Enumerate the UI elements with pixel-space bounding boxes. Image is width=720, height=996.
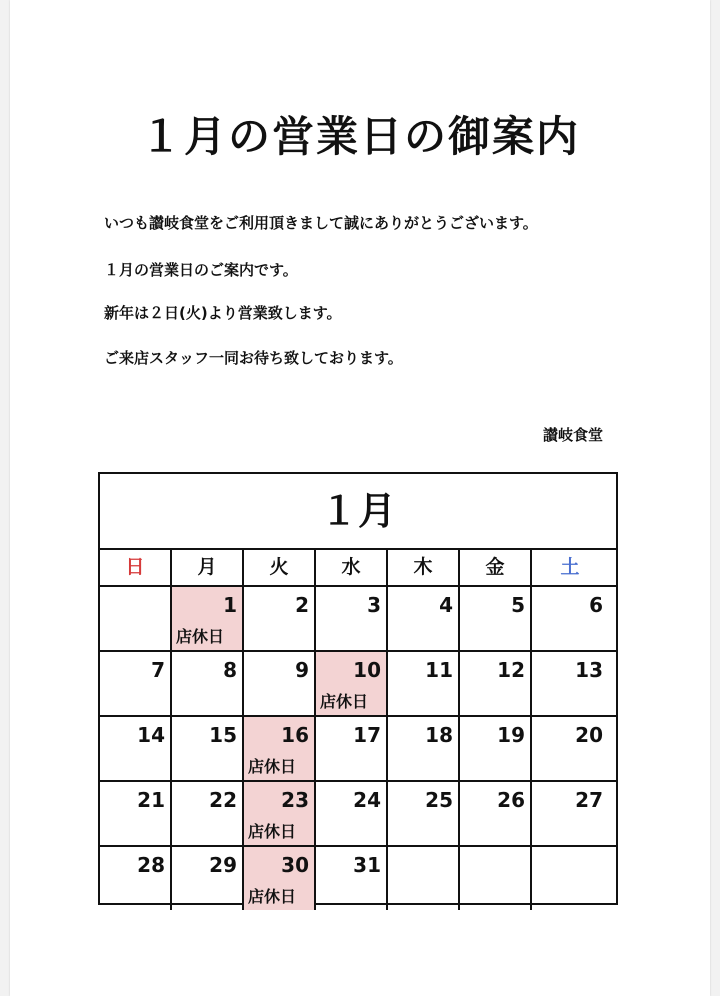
calendar-day-cell	[460, 717, 532, 780]
calendar-day-cell	[316, 717, 388, 780]
calendar-day-cell	[388, 652, 460, 715]
calendar-day-cell	[244, 847, 316, 910]
calendar-day-cell	[388, 587, 460, 650]
calendar-day-cell	[172, 587, 244, 650]
calendar-day-cell	[532, 587, 608, 650]
calendar-day-cell	[532, 782, 608, 845]
calendar-day-cell	[316, 587, 388, 650]
day-number: 2	[295, 593, 309, 617]
calendar-empty-cell	[100, 587, 172, 650]
closed-day-label: 店休日	[248, 887, 297, 906]
day-number: 5	[511, 593, 525, 617]
day-number: 12	[497, 658, 525, 682]
calendar-day-cell	[100, 847, 172, 910]
calendar-day-cell	[172, 847, 244, 910]
day-number: 10	[353, 658, 381, 682]
day-number: 7	[151, 658, 165, 682]
day-number: 19	[497, 723, 525, 747]
calendar-day-cell	[460, 782, 532, 845]
weekday-header: 月	[172, 550, 244, 585]
notice-line-new-year: 新年は２日(火)より営業致します。	[104, 304, 342, 322]
calendar-day-cell	[172, 652, 244, 715]
calendar-day-cell	[532, 717, 608, 780]
closed-day-label: 店休日	[176, 627, 225, 646]
day-number: 25	[425, 788, 453, 812]
day-number: 21	[137, 788, 165, 812]
notice-line-intro: １月の営業日のご案内です。	[104, 261, 298, 279]
calendar-weeks	[100, 587, 616, 910]
day-number: 9	[295, 658, 309, 682]
day-number: 24	[353, 788, 381, 812]
calendar-day-cell	[388, 717, 460, 780]
calendar-day-cell	[388, 782, 460, 845]
day-number: 22	[209, 788, 237, 812]
weekday-header-row	[100, 550, 616, 587]
calendar-month-title: １月	[100, 474, 616, 550]
calendar-day-cell	[100, 652, 172, 715]
notice-line-staff: ご来店スタッフ一同お待ち致しております。	[104, 349, 403, 367]
calendar-week-row	[100, 587, 616, 652]
calendar-day-cell	[172, 717, 244, 780]
notice-line-thanks: いつも讃岐食堂をご利用頂きまして誠にありがとうございます。	[104, 214, 538, 232]
calendar-day-cell	[316, 847, 388, 910]
day-number: 17	[353, 723, 381, 747]
calendar-day-cell	[316, 782, 388, 845]
day-number: 4	[439, 593, 453, 617]
day-number: 31	[353, 853, 381, 877]
day-number: 14	[137, 723, 165, 747]
day-number: 13	[575, 658, 603, 682]
calendar-day-cell	[244, 587, 316, 650]
weekday-header: 水	[316, 550, 388, 585]
calendar-day-cell	[244, 652, 316, 715]
day-number: 3	[367, 593, 381, 617]
weekday-header: 金	[460, 550, 532, 585]
weekday-header: 木	[388, 550, 460, 585]
page-title: １月の営業日の御案内	[139, 112, 580, 161]
business-calendar	[98, 472, 618, 905]
calendar-day-cell	[100, 782, 172, 845]
day-number: 11	[425, 658, 453, 682]
day-number: 8	[223, 658, 237, 682]
day-number: 27	[575, 788, 603, 812]
day-number: 18	[425, 723, 453, 747]
calendar-empty-cell	[460, 847, 532, 910]
calendar-grid	[100, 550, 616, 910]
calendar-day-cell	[316, 652, 388, 715]
calendar-day-cell	[460, 587, 532, 650]
calendar-week-row	[100, 652, 616, 717]
calendar-week-row	[100, 847, 616, 910]
calendar-week-row	[100, 782, 616, 847]
day-number: 6	[589, 593, 603, 617]
calendar-empty-cell	[388, 847, 460, 910]
document-page	[10, 0, 710, 996]
day-number: 26	[497, 788, 525, 812]
closed-day-label: 店休日	[248, 822, 297, 841]
calendar-week-row	[100, 717, 616, 782]
calendar-day-cell	[244, 782, 316, 845]
weekday-header: 土	[560, 556, 580, 578]
day-number: 29	[209, 853, 237, 877]
weekday-header: 火	[244, 550, 316, 585]
day-number: 20	[575, 723, 603, 747]
signature: 讃岐食堂	[543, 426, 604, 444]
calendar-day-cell	[532, 652, 608, 715]
closed-day-label: 店休日	[248, 757, 297, 776]
closed-day-label: 店休日	[320, 692, 369, 711]
day-number: 16	[281, 723, 309, 747]
day-number: 30	[281, 853, 309, 877]
weekday-header: 日	[100, 550, 172, 585]
day-number: 1	[223, 593, 237, 617]
day-number: 23	[281, 788, 309, 812]
calendar-day-cell	[172, 782, 244, 845]
day-number: 15	[209, 723, 237, 747]
calendar-day-cell	[100, 717, 172, 780]
calendar-day-cell	[244, 717, 316, 780]
day-number: 28	[137, 853, 165, 877]
calendar-day-cell	[460, 652, 532, 715]
calendar-empty-cell	[532, 847, 608, 910]
